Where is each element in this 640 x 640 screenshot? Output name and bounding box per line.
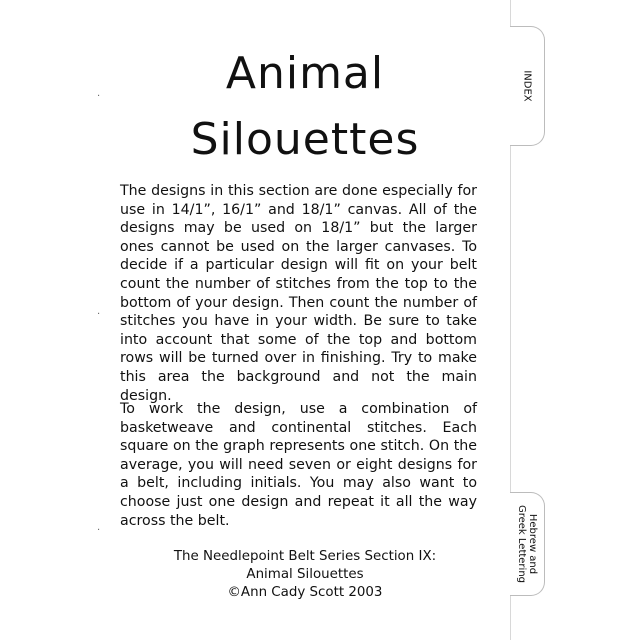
binder-hole-mark: . xyxy=(97,522,101,533)
instructions-paragraph: To work the design, use a combination of basketweave and continental stitches. Each square on the graph represents one stitch. On the average, you will need seven or eight designs for a belt, including initials. You may also want to choose just one design and repeat it all the way across the belt. xyxy=(120,401,477,529)
tab-index-label xyxy=(522,70,533,101)
tab-index-text: INDEX xyxy=(521,70,533,102)
footer-credit xyxy=(130,548,480,602)
tab-hebrew-greek-lettering[interactable] xyxy=(510,492,545,596)
footer-series: The Needlepoint Belt Series Section IX: xyxy=(173,549,437,564)
intro-paragraph: The designs in this section are done especially for use in 14/1”, 16/1” and 18/1” canvas. All of the designs may be used on 18/1” but the larger ones cannot be used on the larger canvases. To decide if a particular design will fit on your belt count the number of stitches from the top to the bottom of your design. Then count the number of stitches you have in your width. Be sure to take into account that some of the top and bottom rows will be turned over in finishing. Try to make this area the background and not the main design. xyxy=(120,183,477,404)
tab-hebrew-text-line-2: Greek Lettering xyxy=(516,504,527,584)
title-line-2: Silouettes xyxy=(190,114,420,165)
binder-hole-mark: . xyxy=(97,306,101,317)
tab-index[interactable] xyxy=(510,26,545,146)
tab-hebrew-label xyxy=(516,505,538,583)
tab-hebrew-text-line-1: Hebrew and xyxy=(527,513,538,575)
footer-copyright: ©Ann Cady Scott 2003 xyxy=(227,585,383,600)
footer-section-name: Animal Silouettes xyxy=(246,567,364,582)
title-line-1: Animal xyxy=(225,48,385,99)
binder-hole-mark: . xyxy=(97,88,101,99)
